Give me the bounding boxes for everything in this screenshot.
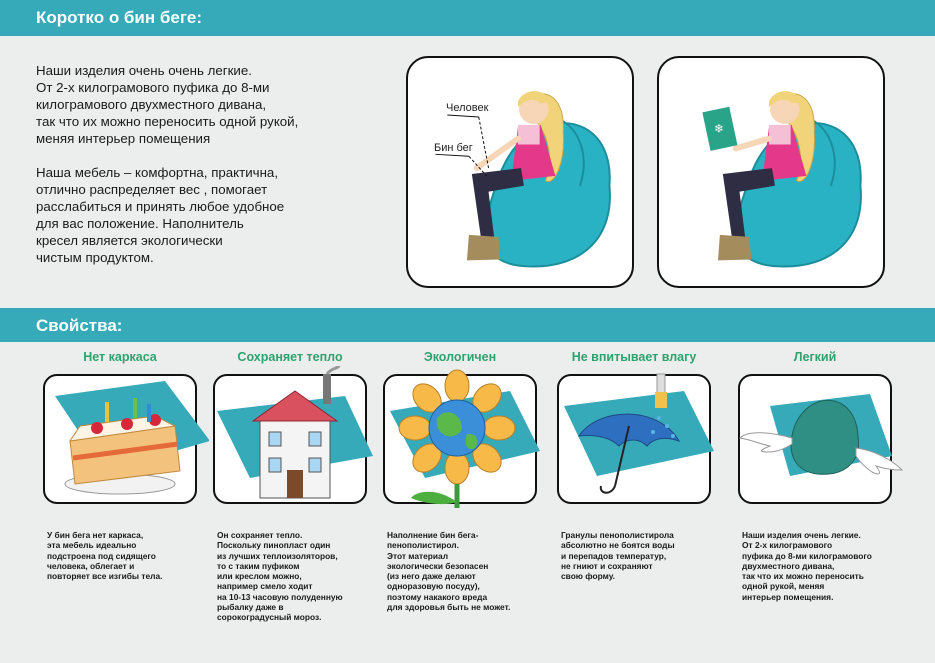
intro-text xyxy=(36,62,396,266)
property-light xyxy=(730,350,900,602)
section-title-properties: Свойства: xyxy=(36,316,123,335)
property-title: Нет каркаса xyxy=(83,350,157,364)
umbrella-icon xyxy=(549,366,723,516)
girl-sitting-illustration xyxy=(408,58,632,286)
cake-icon xyxy=(35,366,209,516)
property-no-frame xyxy=(35,350,205,581)
property-text: Наполнение бин бега- пенополистирол. Этот материал экологически безопасен (из него даже делают одноразовую посуду), поэтому накакого вреда для здоровья быть не может. xyxy=(387,530,511,613)
winged-beanbag-icon xyxy=(730,366,904,516)
property-illustration xyxy=(557,374,711,504)
property-title: Не впитывает влагу xyxy=(571,350,697,364)
svg-text:❄: ❄ xyxy=(714,121,724,136)
section-header-about xyxy=(0,0,935,36)
property-illustration xyxy=(383,374,537,504)
section-title-about: Коротко о бин беге: xyxy=(36,8,203,27)
callout-person: Человек xyxy=(446,102,489,114)
property-title: Легкий xyxy=(793,350,837,364)
property-title: Экологичен xyxy=(423,350,497,364)
property-text: Он сохраняет тепло. Поскольку пинопласт один из лучших теплоизоляторов, то с таким пуфиком или креслом можно, например смело ходит на 10-13 часовую полуденную рыбалку даже в сорокоградусный мороз. xyxy=(217,530,343,623)
house-icon xyxy=(205,366,379,516)
property-water-resistant xyxy=(549,350,719,581)
property-illustration xyxy=(43,374,197,504)
property-eco xyxy=(375,350,545,612)
property-illustration xyxy=(738,374,892,504)
section-header-properties xyxy=(0,308,935,342)
property-keeps-warm xyxy=(205,350,375,623)
girl-reading-illustration xyxy=(659,58,883,286)
photo-girl-on-beanbag xyxy=(406,56,634,288)
photo-girl-reading xyxy=(657,56,885,288)
callout-beanbag: Бин бег xyxy=(434,142,473,154)
property-text: У бин бега нет каркаса, эта мебель идеально подстроена под сидящего человека, облегает и повторяет все изгибы тела. xyxy=(47,530,163,582)
property-text: Гранулы пенополистирола абсолютно не боятся воды и перепадов температур, не гниют и сохраняют свою форму. xyxy=(561,530,675,582)
property-illustration xyxy=(213,374,367,504)
property-title: Сохраняет тепло xyxy=(237,350,343,364)
intro-paragraph-2: Наша мебель – комфортна, практична, отлично распределяет вес , помогает расслабиться и принять любое удобное для вас положение. Наполнитель кресел является экологически чистым продуктом. xyxy=(36,165,285,265)
property-text: Наши изделия очень легкие. От 2-х килограмового пуфика до 8-ми килограмового двухместного дивана, так что их можно переносить одной рукой, меняя интерьер помещения. xyxy=(742,530,872,602)
intro-paragraph-1: Наши изделия очень очень легкие. От 2-х килограмового пуфика до 8-ми килограмового двухместного дивана, так что их можно переносить одной рукой, меняя интерьер помещения xyxy=(36,63,299,146)
flower-globe-icon xyxy=(375,366,549,516)
